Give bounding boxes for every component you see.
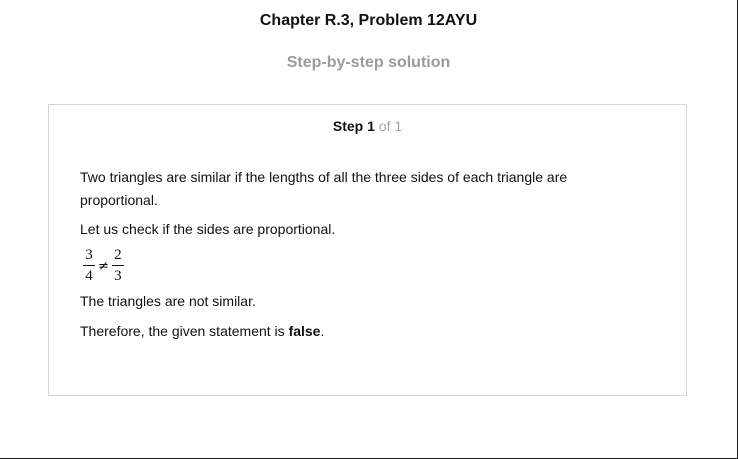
not-equal-sign: ≠ — [98, 258, 109, 274]
right-denominator: 3 — [114, 268, 122, 284]
step-label: Step — [332, 118, 364, 134]
fraction-bar — [112, 265, 124, 266]
ratio-comparison — [83, 245, 620, 287]
left-fraction — [83, 247, 95, 285]
step-total: of 1 — [378, 118, 403, 134]
left-denominator: 4 — [85, 268, 93, 284]
step-body — [80, 166, 620, 343]
left-numerator: 3 — [85, 247, 93, 263]
right-numerator: 2 — [114, 247, 122, 263]
conclusion-text — [80, 320, 620, 343]
solution-subtitle: Step-by-step solution — [286, 54, 451, 71]
fraction-bar — [83, 265, 95, 266]
step-card — [48, 104, 687, 396]
result-text: The triangles are not similar. — [80, 293, 256, 309]
conclusion-suffix: . — [320, 323, 325, 339]
step-header — [49, 118, 686, 134]
conclusion-answer: false — [288, 323, 321, 339]
proportion-check-text: Let us check if the sides are proportional. — [80, 221, 336, 237]
step-number: 1 — [367, 118, 375, 134]
conclusion-prefix: Therefore, the given statement is — [80, 323, 289, 339]
chapter-title: Chapter R.3, Problem 12AYU — [259, 12, 478, 29]
right-fraction — [112, 247, 124, 285]
similarity-definition: Two triangles are similar if the lengths of all the three sides of each triangle are proportional. — [80, 169, 568, 208]
